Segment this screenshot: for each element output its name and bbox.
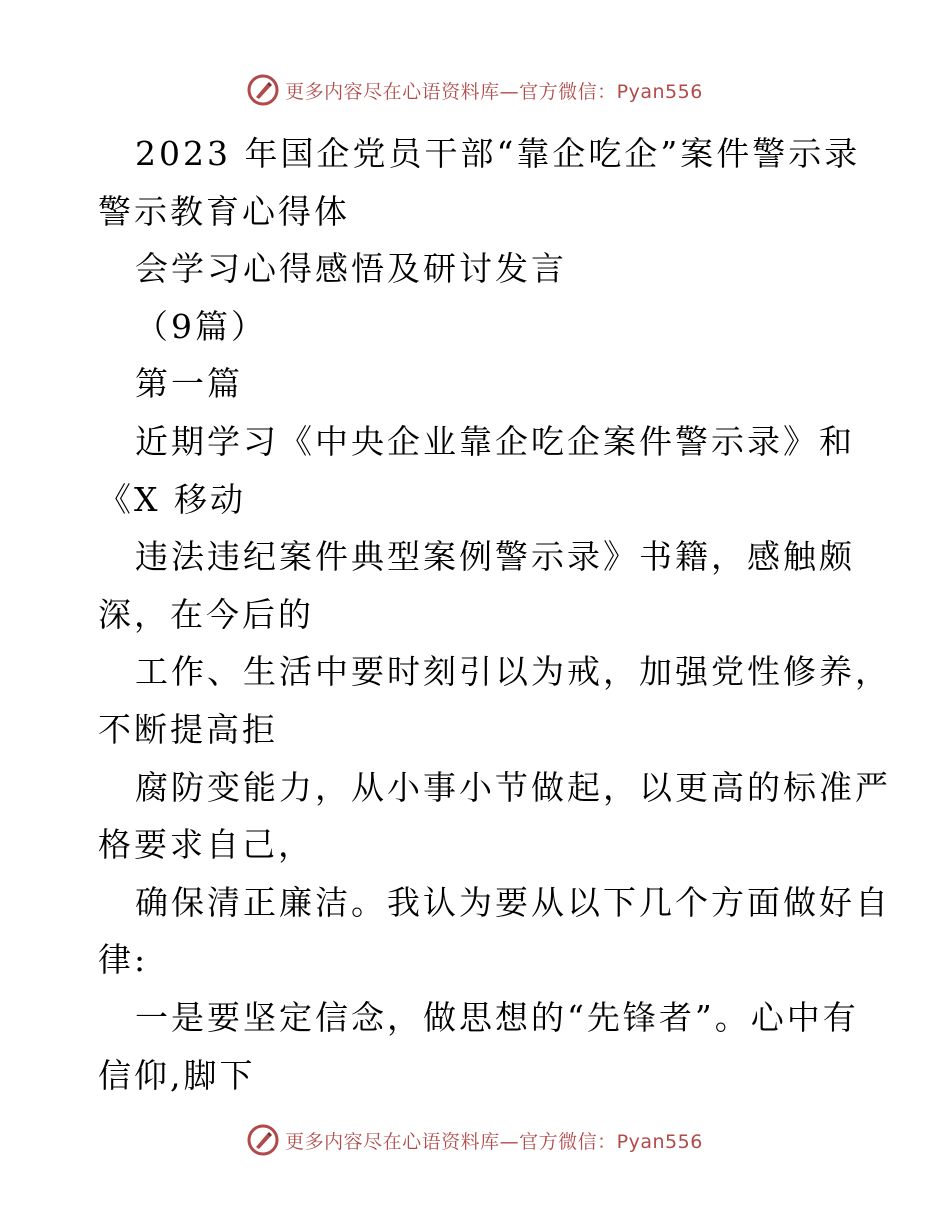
paragraph-line: 不断提高拒: [98, 709, 278, 749]
doc-count-line: （9篇）: [135, 306, 267, 346]
pen-logo-icon: [247, 74, 279, 106]
footer-banner: [0, 1122, 950, 1158]
header-banner: [0, 72, 950, 108]
paragraph-line: 腐防变能力，从小事小节做起，以更高的标准严: [135, 767, 891, 807]
doc-title-line-2: 警示教育心得体: [98, 191, 350, 231]
paragraph-line: 一是要坚定信念，做思想的“先锋者”。心中有: [135, 997, 859, 1037]
paragraph-line: 确保清正廉洁。我认为要从以下几个方面做好自: [135, 882, 891, 922]
paragraph-line: 深，在今后的: [98, 594, 314, 634]
document-body: [98, 125, 891, 1104]
paragraph-line: 律:: [98, 940, 149, 980]
paragraph-line: 近期学习《中央企业靠企吃企案件警示录》和: [135, 421, 855, 461]
doc-title-line-3: 会学习心得感悟及研讨发言: [135, 249, 567, 289]
section-heading: 第一篇: [135, 364, 243, 404]
paragraph-line: 格要求自己，: [98, 825, 314, 865]
doc-title-line-1: 2023 年国企党员干部“靠企吃企”案件警示录: [135, 134, 861, 173]
paragraph-line: 《X 移动: [98, 479, 246, 519]
paragraph-line: 工作、生活中要时刻引以为戒，加强党性修养，: [135, 652, 891, 692]
banner-text: 更多内容尽在心语资料库—官方微信：Pyan556: [285, 1130, 703, 1153]
paragraph-line: 违法违纪案件典型案例警示录》书籍，感触颇: [135, 537, 855, 577]
pen-logo-icon: [247, 1124, 279, 1156]
paragraph-line: 信仰,脚下: [98, 1055, 256, 1095]
banner-text: 更多内容尽在心语资料库—官方微信：Pyan556: [285, 80, 703, 103]
